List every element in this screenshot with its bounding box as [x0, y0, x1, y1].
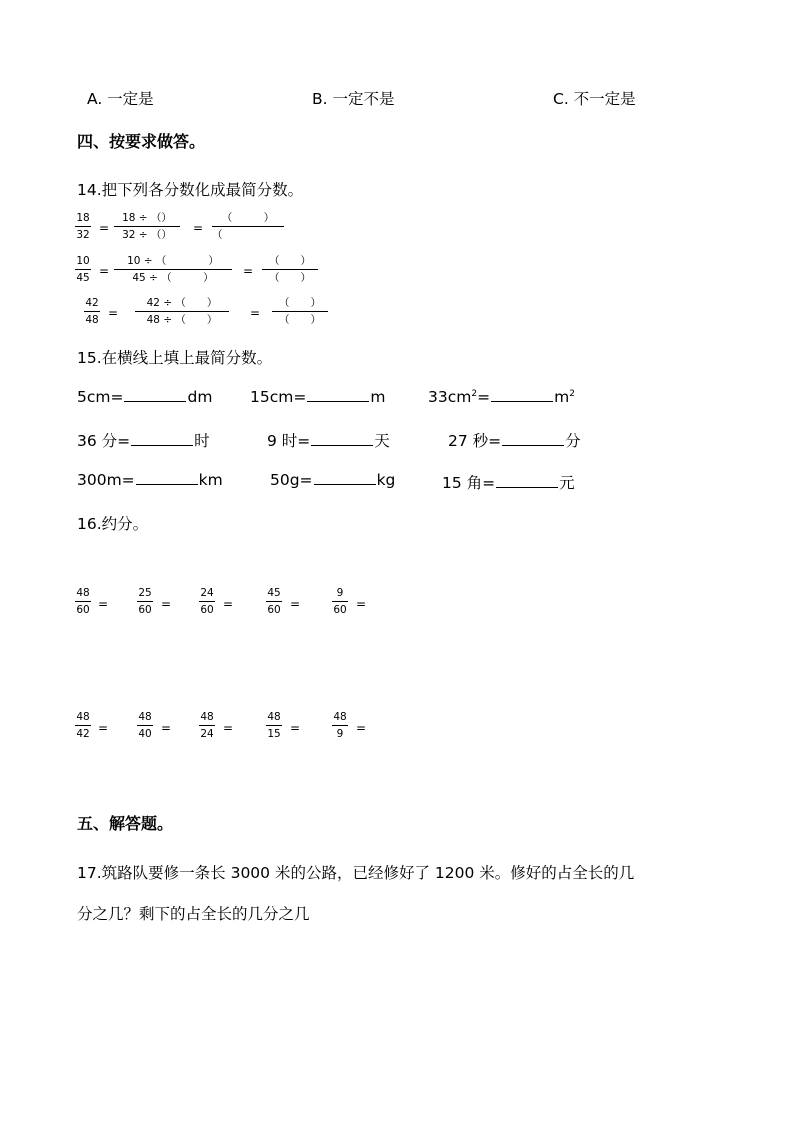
q15-item: $33cm^2= m^2$	[428, 388, 575, 406]
answer-blank[interactable]	[491, 400, 553, 402]
q14-title: 14.把下列各分数化成最简分数。	[77, 181, 304, 199]
q16-fraction: 48 42	[76, 711, 90, 740]
equals-sign: =	[98, 597, 109, 611]
q17-line-1: 17.筑路队要修一条长 3000 米的公路，已经修好了 1200 米。修好的占全长的几	[77, 864, 635, 882]
equals-sign: =	[108, 306, 119, 320]
q15-item: 15cm= m	[250, 388, 386, 406]
q14-r1-fraction: 18 32	[76, 212, 90, 241]
section-four-title: 四、按要求做答。	[77, 132, 206, 151]
equals-sign: =	[290, 597, 301, 611]
equals-sign: =	[98, 721, 109, 735]
q14-r2-result: （ ） （ ）	[262, 256, 318, 283]
section-five-title: 五、解答题。	[77, 814, 174, 833]
q14-r3-result: （ ） （ ）	[272, 298, 328, 325]
q16-fraction: 24 60	[200, 587, 214, 616]
q15-item: 5cm= dm	[77, 388, 213, 406]
answer-blank[interactable]	[136, 483, 198, 485]
equals-sign: =	[161, 721, 172, 735]
equals-sign: =	[356, 597, 367, 611]
q16-fraction: 48 60	[76, 587, 90, 616]
q16-fraction: 25 60	[138, 587, 152, 616]
option-b: B. 一定不是	[312, 90, 395, 108]
equals-sign: =	[99, 264, 110, 278]
equals-sign: =	[161, 597, 172, 611]
q14-r2-fraction: 10 45	[76, 255, 90, 284]
q16-fraction: 9 60	[333, 587, 347, 616]
q15-item: 300m= km	[77, 471, 223, 489]
equals-sign: =	[250, 306, 261, 320]
q15-item: 15 角= 元	[442, 474, 575, 492]
answer-blank[interactable]	[131, 444, 193, 446]
answer-blank[interactable]	[314, 483, 376, 485]
q16-fraction: 48 24	[200, 711, 214, 740]
q15-item: 36 分= 时	[77, 432, 210, 450]
equals-sign: =	[193, 221, 204, 235]
q16-fraction: 48 40	[138, 711, 152, 740]
q16-title: 16.约分。	[77, 515, 149, 533]
equals-sign: =	[290, 721, 301, 735]
option-c: C. 不一定是	[553, 90, 636, 108]
q15-item: 50g= kg	[270, 471, 396, 489]
equals-sign: =	[223, 721, 234, 735]
option-a: A. 一定是	[87, 90, 154, 108]
q15-item: 27 秒= 分	[448, 432, 581, 450]
q16-fraction: 45 60	[267, 587, 281, 616]
q14-r2-step: 10 ÷ （ ） 45 ÷ （ ）	[114, 256, 232, 283]
answer-blank[interactable]	[124, 400, 186, 402]
equals-sign: =	[243, 264, 254, 278]
q15-title: 15.在横线上填上最简分数。	[77, 349, 273, 367]
q15-item: 9 时= 天	[267, 432, 390, 450]
equals-sign: =	[223, 597, 234, 611]
q16-fraction: 48 9	[333, 711, 347, 740]
q17-line-2: 分之几？剩下的占全长的几分之几	[77, 905, 310, 923]
answer-blank[interactable]	[496, 486, 558, 488]
answer-blank[interactable]	[502, 444, 564, 446]
q16-fraction: 48 15	[267, 711, 281, 740]
answer-blank[interactable]	[307, 400, 369, 402]
q14-r1-result: （ ） （	[212, 213, 284, 240]
q14-r3-fraction: 42 48	[85, 297, 99, 326]
equals-sign: =	[99, 221, 110, 235]
equals-sign: =	[356, 721, 367, 735]
answer-blank[interactable]	[311, 444, 373, 446]
q14-r1-step: 18 ÷ （） 32 ÷ （）	[114, 213, 180, 240]
q14-r3-step: 42 ÷ （ ） 48 ÷ （ ）	[135, 298, 229, 325]
